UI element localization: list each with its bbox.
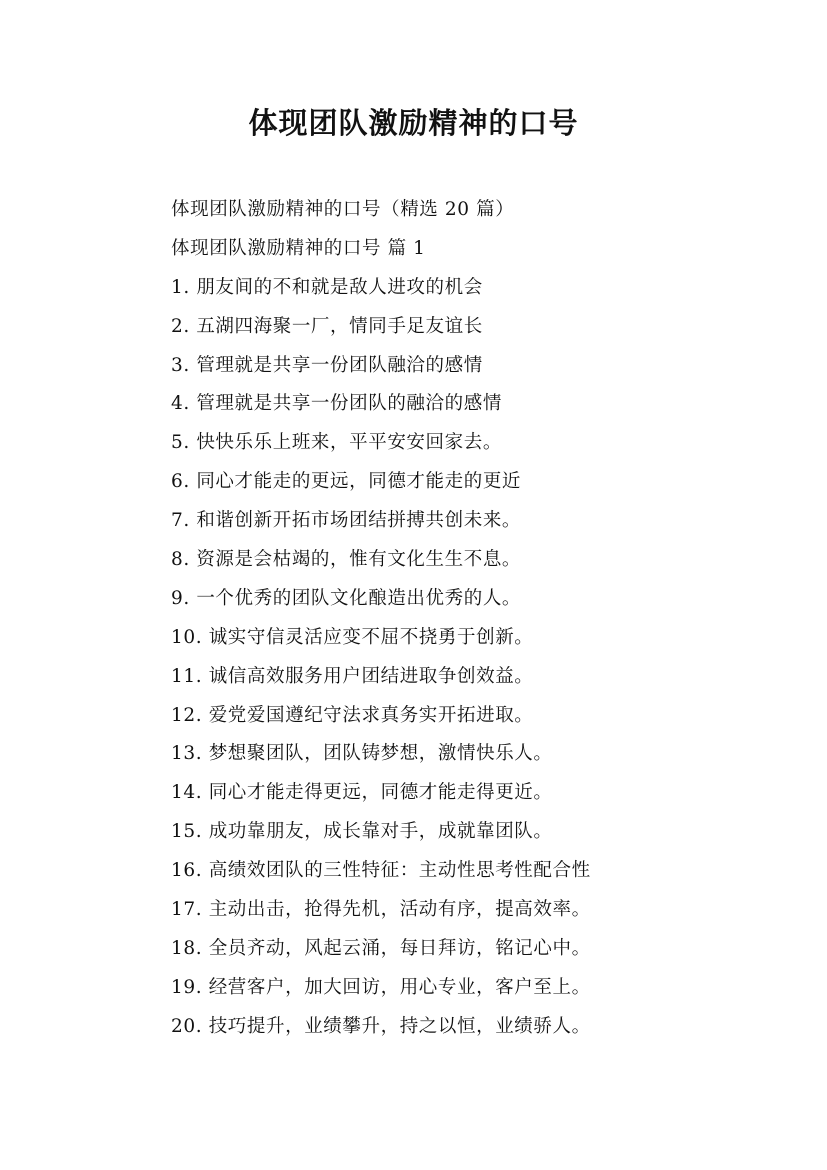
document-subtitle: 体现团队激励精神的口号（精选 20 篇） bbox=[171, 199, 515, 220]
slogan-item: 10. 诚实守信灵活应变不屈不挠勇于创新。 bbox=[171, 626, 534, 648]
slogan-item: 2. 五湖四海聚一厂，情同手足友谊长 bbox=[171, 315, 483, 337]
slogan-item: 19. 经营客户，加大回访，用心专业，客户至上。 bbox=[171, 976, 591, 998]
slogan-item: 9. 一个优秀的团队文化酿造出优秀的人。 bbox=[171, 587, 522, 609]
section-heading: 体现团队激励精神的口号 篇 1 bbox=[171, 237, 426, 259]
slogan-item: 3. 管理就是共享一份团队融洽的感情 bbox=[171, 354, 483, 376]
document-title: 体现团队激励精神的口号 bbox=[248, 106, 579, 140]
slogan-item: 15. 成功靠朋友，成长靠对手，成就靠团队。 bbox=[171, 821, 553, 843]
slogan-item: 20. 技巧提升，业绩攀升，持之以恒，业绩骄人。 bbox=[171, 1015, 591, 1037]
slogan-item: 14. 同心才能走得更远，同德才能走得更近。 bbox=[171, 782, 553, 804]
slogan-item: 17. 主动出击，抢得先机，活动有序，提高效率。 bbox=[171, 899, 591, 921]
slogan-item: 11. 诚信高效服务用户团结进取争创效益。 bbox=[171, 665, 534, 687]
slogan-item: 13. 梦想聚团队，团队铸梦想，激情快乐人。 bbox=[171, 743, 553, 765]
slogan-item: 5. 快快乐乐上班来，平平安安回家去。 bbox=[171, 432, 502, 454]
slogan-item: 6. 同心才能走的更远，同德才能走的更近 bbox=[171, 471, 522, 493]
slogan-item: 12. 爱党爱国遵纪守法求真务实开拓进取。 bbox=[171, 704, 534, 726]
slogan-item: 4. 管理就是共享一份团队的融洽的感情 bbox=[171, 393, 502, 415]
slogan-item: 16. 高绩效团队的三性特征：主动性思考性配合性 bbox=[171, 860, 591, 882]
slogan-item: 1. 朋友间的不和就是敌人进攻的机会 bbox=[171, 276, 483, 298]
document-body bbox=[171, 191, 791, 1047]
slogan-item: 8. 资源是会枯竭的，惟有文化生生不息。 bbox=[171, 549, 522, 571]
slogan-item: 7. 和谐创新开拓市场团结拼搏共创未来。 bbox=[171, 510, 522, 532]
slogan-item: 18. 全员齐动，风起云涌，每日拜访，铭记心中。 bbox=[171, 937, 591, 959]
